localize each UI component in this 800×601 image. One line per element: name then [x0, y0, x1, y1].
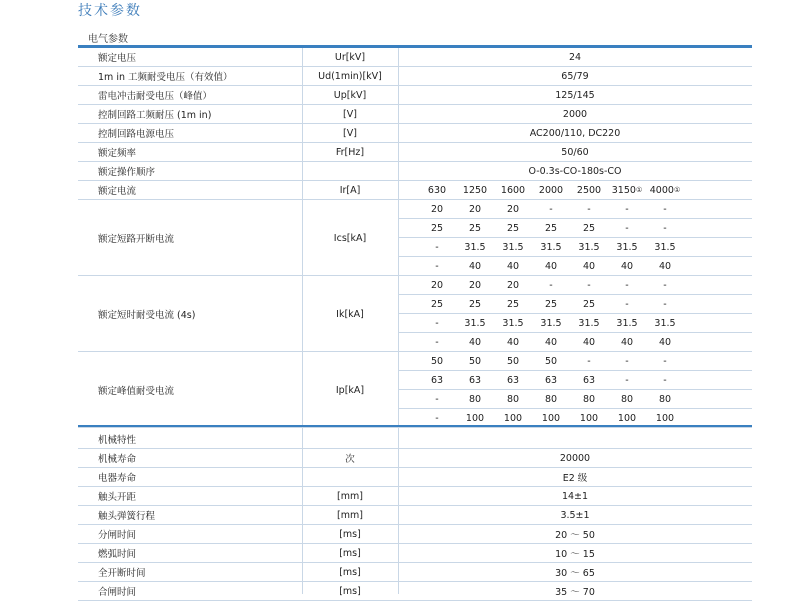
mechanical-header: 机械特性	[98, 435, 137, 446]
group-value: 31.5	[654, 242, 676, 253]
mechanical-unit: [ms]	[339, 528, 361, 540]
mechanical-name: 电器寿命	[98, 473, 137, 484]
group-value: 31.5	[464, 318, 486, 329]
group-value: -	[587, 280, 591, 291]
mechanical-row	[78, 544, 752, 563]
mechanical-unit: [ms]	[339, 585, 361, 597]
mechanical-value: 35 ～ 70	[555, 587, 595, 598]
electrical-row	[78, 67, 752, 86]
mechanical-name: 触头弹簧行程	[98, 511, 156, 522]
group-value: 50	[544, 356, 558, 367]
electrical-value: 2000	[562, 108, 588, 120]
electrical-name: 额定操作顺序	[98, 167, 156, 178]
group-value: 100	[541, 413, 561, 424]
mechanical-unit: [ms]	[339, 547, 361, 559]
rated-current-value: 630	[427, 184, 447, 196]
rated-current-value: 2000	[538, 184, 564, 196]
group-value: 25	[544, 299, 558, 310]
column-divider	[398, 48, 399, 594]
mechanical-value: 30 ～ 65	[555, 568, 595, 579]
group-value: 20	[430, 204, 444, 215]
mechanical-row	[78, 449, 752, 468]
electrical-row	[78, 124, 752, 143]
group-value: 80	[658, 394, 672, 405]
group-value: 100	[655, 413, 675, 424]
group-value: 40	[620, 261, 634, 272]
group-value: 25	[430, 223, 444, 234]
group-name: 额定短时耐受电流 (4s)	[98, 310, 196, 321]
section-label: 电气参数	[88, 34, 128, 45]
electrical-unit	[302, 162, 398, 180]
group-value: -	[587, 204, 591, 215]
group-value: 40	[506, 337, 520, 348]
mechanical-unit: 次	[345, 454, 355, 465]
group-value: 80	[506, 394, 520, 405]
group-value: -	[435, 337, 439, 348]
mechanical-value: 20 ～ 50	[555, 530, 595, 541]
group-value: 40	[582, 337, 596, 348]
rated-current-value: 2500	[576, 184, 602, 196]
mechanical-header-row	[78, 430, 752, 449]
group-value: 40	[620, 337, 634, 348]
group-value: 50	[506, 356, 520, 367]
group-value: 31.5	[654, 318, 676, 329]
group-value: 100	[503, 413, 523, 424]
group-value: -	[663, 299, 667, 310]
group-value: 40	[582, 261, 596, 272]
group-value: 100	[617, 413, 637, 424]
electrical-name: 控制回路工频耐压 (1m in)	[98, 110, 212, 121]
group-value: 31.5	[502, 242, 524, 253]
electrical-value: 125/145	[555, 89, 595, 101]
group-value: 63	[582, 375, 596, 386]
rated-current-value: 1250	[462, 184, 488, 196]
group-value: -	[435, 318, 439, 329]
group-value: 25	[430, 299, 444, 310]
group-value: 31.5	[578, 318, 600, 329]
group-value: 63	[544, 375, 558, 386]
group-value: 80	[468, 394, 482, 405]
group-value: 80	[620, 394, 634, 405]
electrical-row	[78, 105, 752, 124]
mechanical-value: E2 级	[562, 473, 588, 484]
group-value: 31.5	[616, 242, 638, 253]
rated-current-value: 4000 ①	[649, 184, 681, 196]
group-value: 80	[582, 394, 596, 405]
electrical-value: 50/60	[561, 146, 589, 158]
group-value: 25	[468, 299, 482, 310]
group-value: 20	[468, 204, 482, 215]
electrical-unit: [V]	[343, 108, 357, 120]
group-value: 20	[468, 280, 482, 291]
group-value: 50	[430, 356, 444, 367]
group-value: -	[625, 375, 629, 386]
group-value: 63	[430, 375, 444, 386]
group-value: 40	[468, 261, 482, 272]
group-value: -	[663, 356, 667, 367]
group-unit: Ip[kA]	[335, 384, 365, 396]
mechanical-name: 燃弧时间	[98, 549, 137, 560]
electrical-unit: Ud(1min)[kV]	[318, 70, 382, 82]
electrical-name: 雷电冲击耐受电压（峰值）	[98, 91, 213, 102]
group-value: 80	[544, 394, 558, 405]
electrical-name: 1m in 工频耐受电压（有效值）	[98, 72, 233, 83]
footnote-mark: ①	[673, 186, 681, 194]
group-value: 25	[468, 223, 482, 234]
group-unit: Ics[kA]	[333, 232, 367, 244]
group-value: -	[435, 413, 439, 424]
electrical-unit: Up[kV]	[333, 89, 367, 101]
mechanical-value: 14±1	[561, 490, 589, 502]
group-value: -	[663, 204, 667, 215]
group-value: 40	[544, 337, 558, 348]
mechanical-name: 触头开距	[98, 492, 137, 503]
group-value: -	[625, 280, 629, 291]
electrical-name: 额定频率	[98, 148, 137, 159]
group-value: 40	[658, 261, 672, 272]
electrical-value: AC200/110, DC220	[529, 127, 621, 139]
group-unit: Ik[kA]	[336, 308, 364, 320]
group-value: -	[549, 204, 553, 215]
mechanical-unit: [mm]	[337, 490, 363, 502]
mechanical-name: 分闸时间	[98, 530, 137, 541]
mechanical-row	[78, 506, 752, 525]
rated-current-name: 额定电流	[98, 186, 137, 197]
mechanical-unit: [ms]	[339, 566, 361, 578]
group-value: -	[663, 223, 667, 234]
electrical-name: 控制回路电源电压	[98, 129, 175, 140]
group-value: 31.5	[540, 318, 562, 329]
group-value: -	[587, 356, 591, 367]
mechanical-name: 机械寿命	[98, 454, 137, 465]
group-value: -	[435, 242, 439, 253]
group-value: -	[625, 299, 629, 310]
group-value: -	[663, 375, 667, 386]
mechanical-row	[78, 582, 752, 601]
group-value: -	[625, 223, 629, 234]
group-value: 20	[506, 280, 520, 291]
rated-current-value: 3150 ①	[611, 184, 643, 196]
group-value: -	[435, 261, 439, 272]
rated-current-row	[78, 181, 752, 200]
group-value: 63	[468, 375, 482, 386]
group-value: 31.5	[540, 242, 562, 253]
electrical-row	[78, 48, 752, 67]
electrical-name: 额定电压	[98, 53, 137, 64]
electrical-row	[78, 162, 752, 181]
group-value: -	[663, 280, 667, 291]
electrical-value: 24	[568, 51, 582, 63]
mechanical-unit	[302, 468, 398, 486]
mechanical-row	[78, 563, 752, 582]
group-value: 31.5	[502, 318, 524, 329]
rated-current-value: 1600	[500, 184, 526, 196]
group-value: 25	[506, 223, 520, 234]
group-value: -	[549, 280, 553, 291]
column-divider	[302, 48, 303, 594]
mechanical-unit: [mm]	[337, 509, 363, 521]
electrical-unit: [V]	[343, 127, 357, 139]
group-value: 40	[544, 261, 558, 272]
page-title: 技术参数	[78, 3, 142, 19]
electrical-value: O-0.3s-CO-180s-CO	[528, 165, 622, 177]
group-value: -	[625, 356, 629, 367]
group-value: 20	[430, 280, 444, 291]
group-value: 40	[506, 261, 520, 272]
group-name: 额定峰值耐受电流	[98, 386, 175, 397]
group-value: 40	[658, 337, 672, 348]
group-value: 31.5	[464, 242, 486, 253]
rated-current-unit: Ir[A]	[339, 184, 361, 196]
group-value: -	[435, 394, 439, 405]
mechanical-row	[78, 525, 752, 544]
group-value: 50	[468, 356, 482, 367]
group-value: -	[625, 204, 629, 215]
group-value: 25	[506, 299, 520, 310]
mechanical-value: 20000	[559, 452, 591, 464]
group-name: 额定短路开断电流	[98, 234, 175, 245]
group-value: 100	[465, 413, 485, 424]
group-value: 31.5	[578, 242, 600, 253]
mechanical-name: 全开断时间	[98, 568, 146, 579]
mechanical-value: 10 ～ 15	[555, 549, 595, 560]
group-value: 25	[544, 223, 558, 234]
mechanical-row	[78, 487, 752, 506]
mechanical-name: 合闸时间	[98, 587, 137, 598]
group-value: 25	[582, 223, 596, 234]
mechanical-row	[78, 468, 752, 487]
table-mid-rule	[78, 425, 752, 427]
electrical-unit: Fr[Hz]	[335, 146, 365, 158]
group-value: 25	[582, 299, 596, 310]
group-value: 63	[506, 375, 520, 386]
electrical-row	[78, 143, 752, 162]
group-value: 40	[468, 337, 482, 348]
mechanical-value: 3.5±1	[560, 509, 590, 521]
group-value: 100	[579, 413, 599, 424]
electrical-row	[78, 86, 752, 105]
electrical-unit: Ur[kV]	[334, 51, 366, 63]
group-value: 20	[506, 204, 520, 215]
electrical-value: 65/79	[561, 70, 589, 82]
group-value: 31.5	[616, 318, 638, 329]
footnote-mark: ①	[635, 186, 643, 194]
